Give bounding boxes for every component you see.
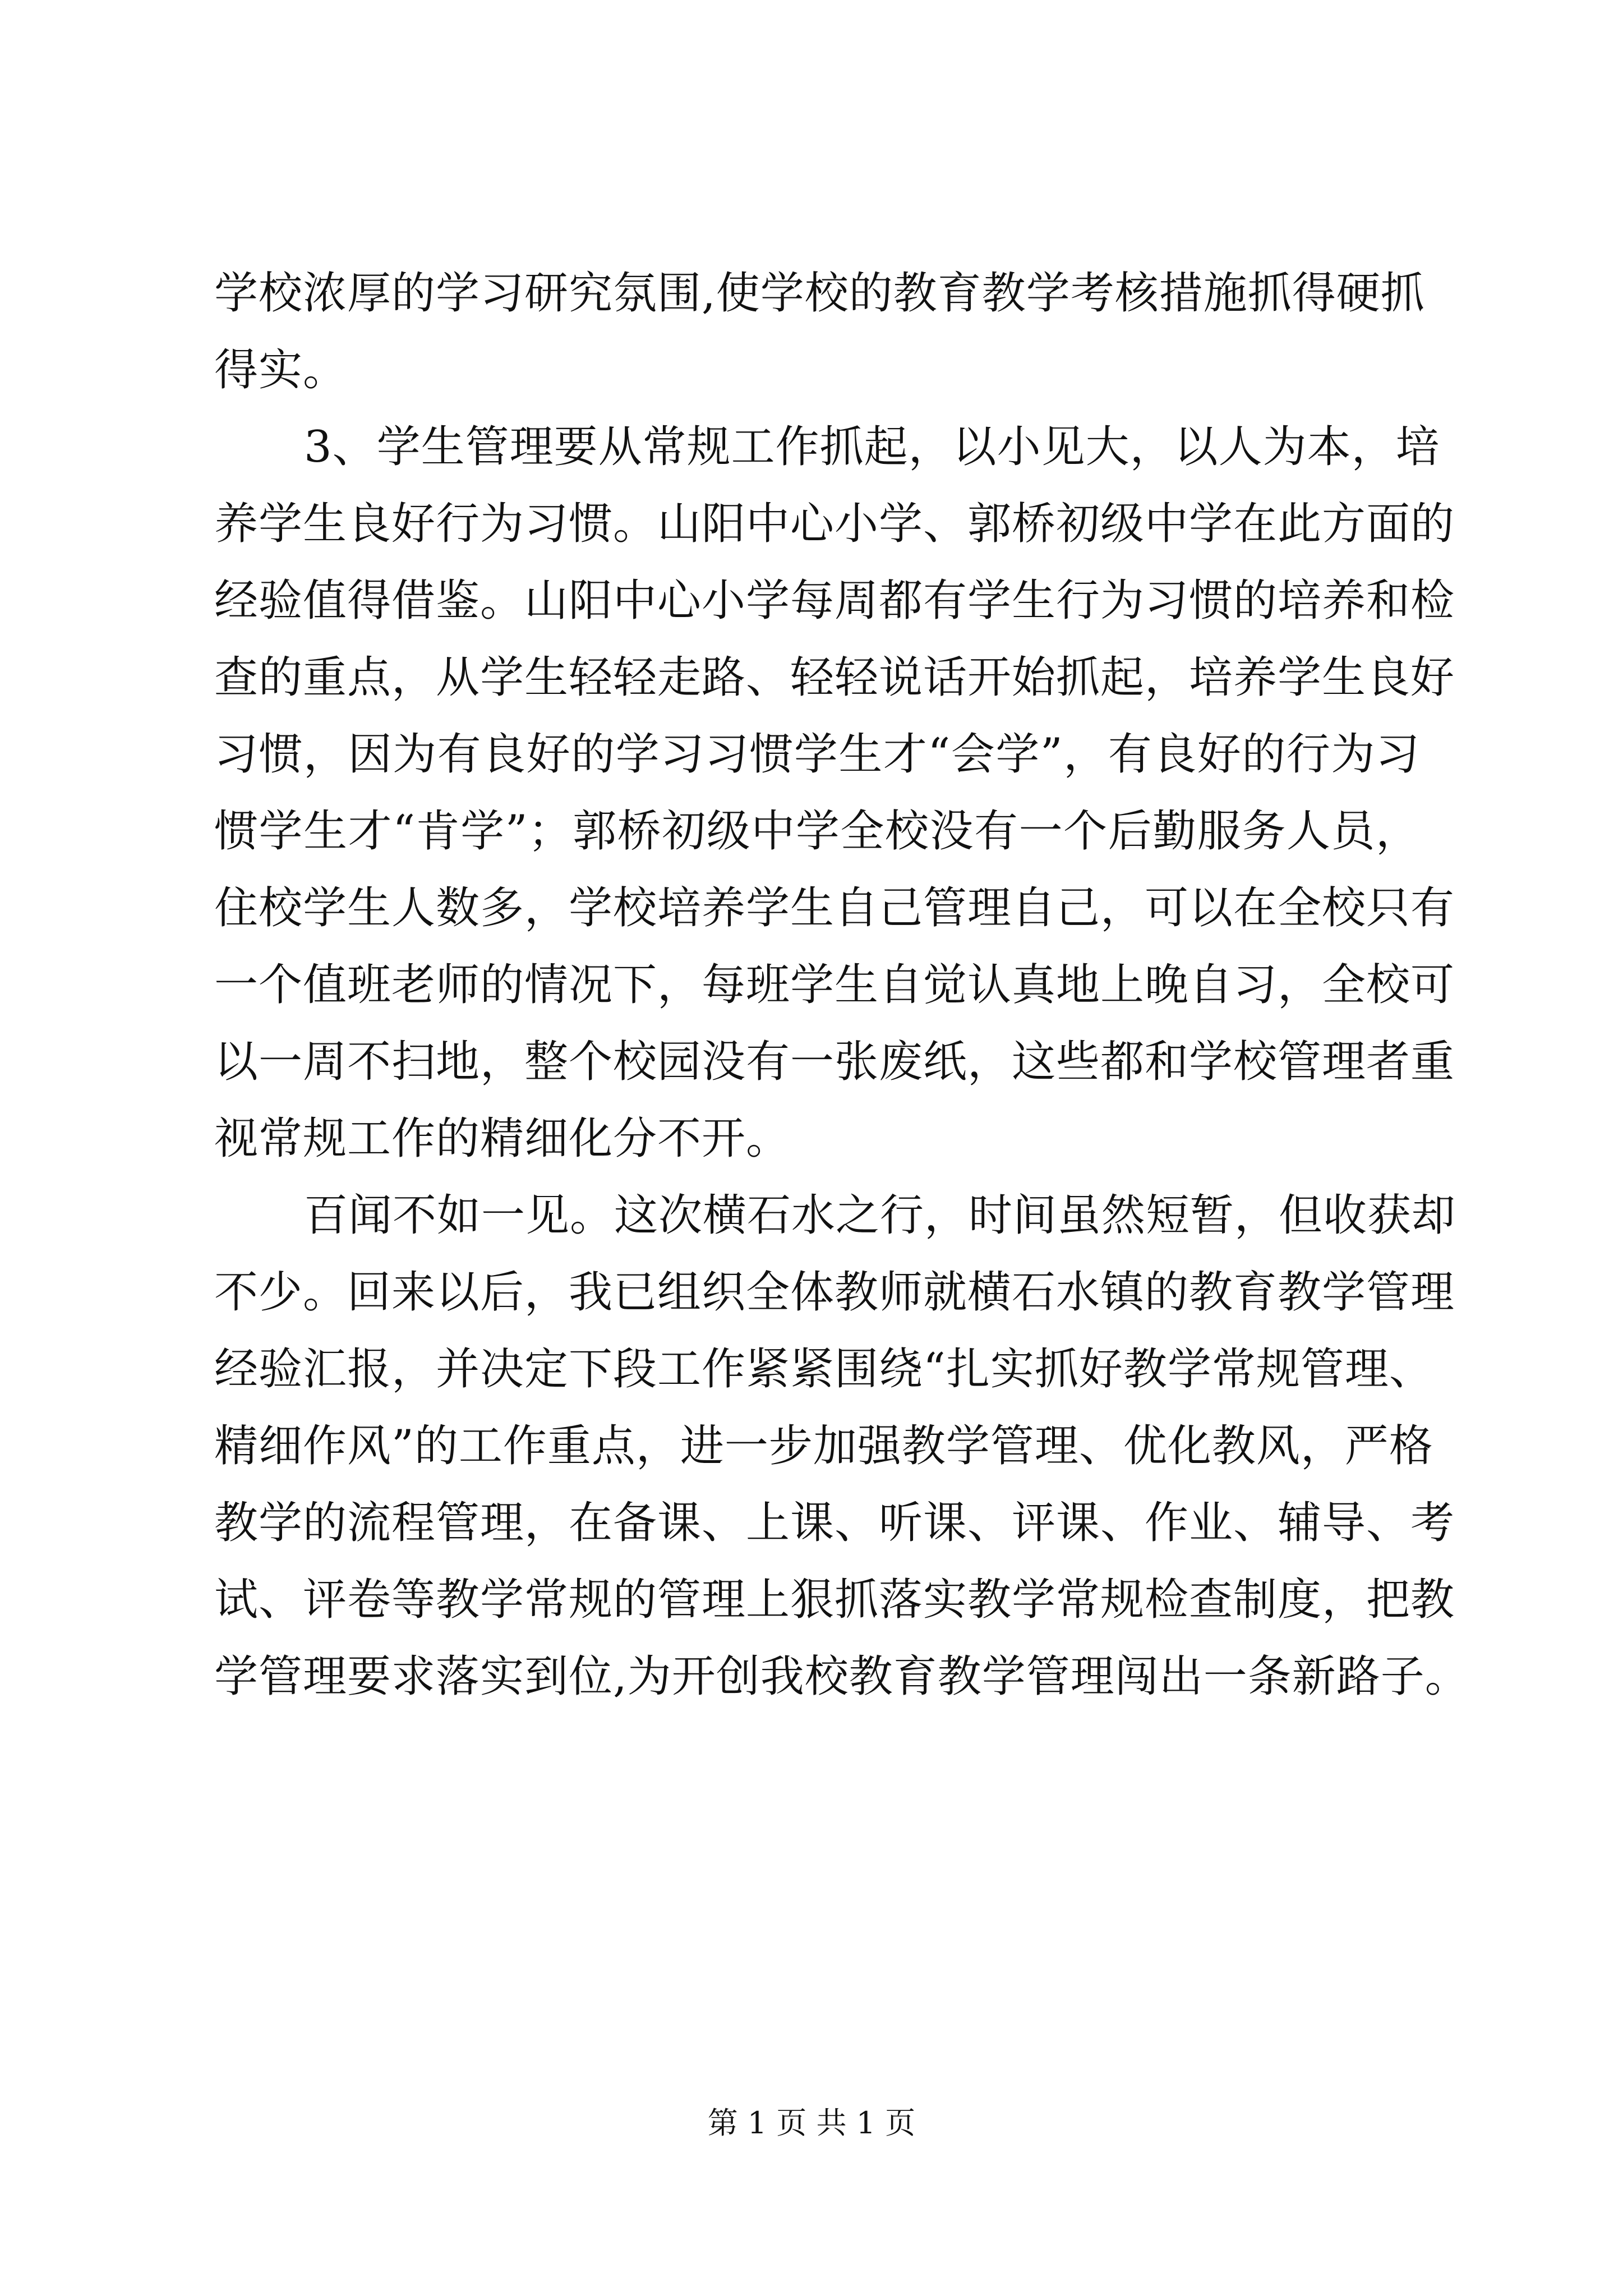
text-line: 学管理要求落实到位,为开创我校教育教学管理闯出一条新路子。	[214, 1651, 1469, 1702]
text-line: 学校浓厚的学习研究氛围,使学校的教育教学考核措施抓得硬抓	[214, 268, 1425, 319]
text-line: 住校学生人数多，学校培养学生自己管理自己，可以在全校只有	[214, 883, 1455, 933]
text-line: 精细作风”的工作重点，进一步加强教学管理、优化教风，严格	[214, 1421, 1433, 1471]
text-line: 试、评卷等教学常规的管理上狠抓落实教学常规检查制度，把教	[214, 1575, 1455, 1625]
text-line: 以一周不扫地，整个校园没有一张废纸，这些都和学校管理者重	[214, 1037, 1455, 1087]
text-line: 养学生良好行为习惯。山阳中心小学、郭桥初级中学在此方面的	[214, 499, 1455, 549]
text-line: 查的重点，从学生轻轻走路、轻轻说话开始抓起，培养学生良好	[214, 652, 1455, 703]
paragraph-start-line: 百闻不如一见。这次横石水之行，时间虽然短暂，但收获却	[304, 1190, 1456, 1241]
paragraph-start-line: 3、学生管理要从常规工作抓起，以小见大，以人为本，培	[304, 422, 1440, 472]
text-line: 视常规工作的精细化分不开。	[214, 1114, 791, 1164]
text-line: 惯学生才“肯学”；郭桥初级中学全校没有一个后勤服务人员，	[214, 806, 1420, 857]
text-line: 习惯，因为有良好的学习习惯学生才“会学”，有良好的行为习	[214, 729, 1420, 780]
text-line: 经验值得借鉴。山阳中心小学每周都有学生行为习惯的培养和检	[214, 576, 1455, 626]
text-line: 不少。回来以后，我已组织全体教师就横石水镇的教育教学管理	[214, 1267, 1455, 1318]
text-line: 得实。	[214, 345, 348, 395]
page-number-footer: 第 1 页 共 1 页	[707, 2105, 916, 2141]
document-body	[214, 255, 1469, 1715]
text-line: 教学的流程管理，在备课、上课、听课、评课、作业、辅导、考	[214, 1498, 1455, 1548]
text-line: 经验汇报，并决定下段工作紧紧围绕“扎实抓好教学常规管理、	[214, 1344, 1433, 1395]
text-line: 一个值班老师的情况下，每班学生自觉认真地上晚自习，全校可	[214, 960, 1455, 1010]
